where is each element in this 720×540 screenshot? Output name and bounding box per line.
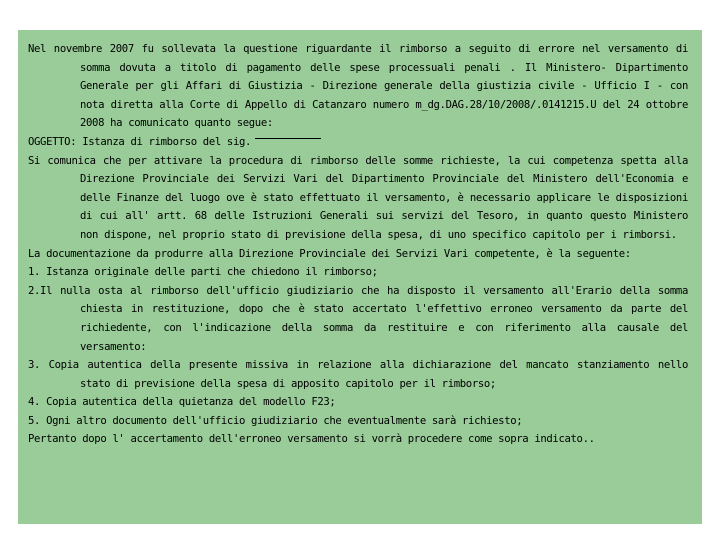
- subject-text: OGGETTO: Istanza di rimborso del sig.: [28, 135, 252, 148]
- list-item-5: 5. Ogni altro documento dell'ufficio giudiziario che eventualmente sarà richiesto;: [28, 414, 523, 427]
- closing-paragraph: Pertanto dopo l' accertamento dell'erroneo versamento si vorrà procedere come sopra indicato..: [28, 433, 595, 446]
- documentation-heading: La documentazione da produrre alla Direzione Provinciale dei Servizi Vari competente, è la seguente:: [28, 247, 631, 260]
- text-panel: [18, 30, 702, 524]
- communication-paragraph: Si comunica che per attivare la procedura di rimborso delle somme richieste, la cui competenza spetta alla Direzione Provinciale dei Servizi Vari del Dipartimento Provinciale del Ministero dell'Economia e delle Finanze del luogo ove è stato effettuato il versamento, è necessario applicare le disposizioni di cui all' artt. 68 delle Istruzioni Generali sui servizi del Tesoro, in quanto questo Ministero non dispone, nel proprio stato di previsione della spesa, di uno specifico capitolo per i rimborsi.: [28, 154, 688, 241]
- list-item-4: 4. Copia autentica della quietanza del modello F23;: [28, 396, 336, 409]
- document-body: [28, 40, 688, 449]
- subject-line: [28, 133, 688, 152]
- list-item-3: 3. Copia autentica della presente missiva in relazione alla dichiarazione del mancato stanziamento nello stato di previsione della spesa di apposito capitolo per il rimborso;: [28, 359, 688, 390]
- intro-paragraph: Nel novembre 2007 fu sollevata la questione riguardante il rimborso a seguito di errore nel versamento di somma dovuta a titolo di pagamento delle spese processuali penali . Il Ministero- Dipartimento Generale per gli Affari di Giustizia - Direzione generale della giustizia civile - Ufficio I - con nota diretta alla Corte di Appello di Catanzaro numero m_dg.DAG.28/10/2008/.0141215.U del 24 ottobre 2008 ha comunicato quanto segue:: [28, 43, 688, 130]
- redacted-name-line: [255, 138, 321, 139]
- list-item-2: 2.Il nulla osta al rimborso dell'ufficio giudiziario che ha disposto il versamento all'Erario della somma chiesta in restituzione, dopo che è stato accertato l'effettivo erroneo versamento da parte del richiedente, con l'indicazione della somma da restituire e con riferimento alla causale del versamento:: [28, 284, 688, 353]
- list-item-1: 1. Istanza originale delle parti che chiedono il rimborso;: [28, 266, 378, 279]
